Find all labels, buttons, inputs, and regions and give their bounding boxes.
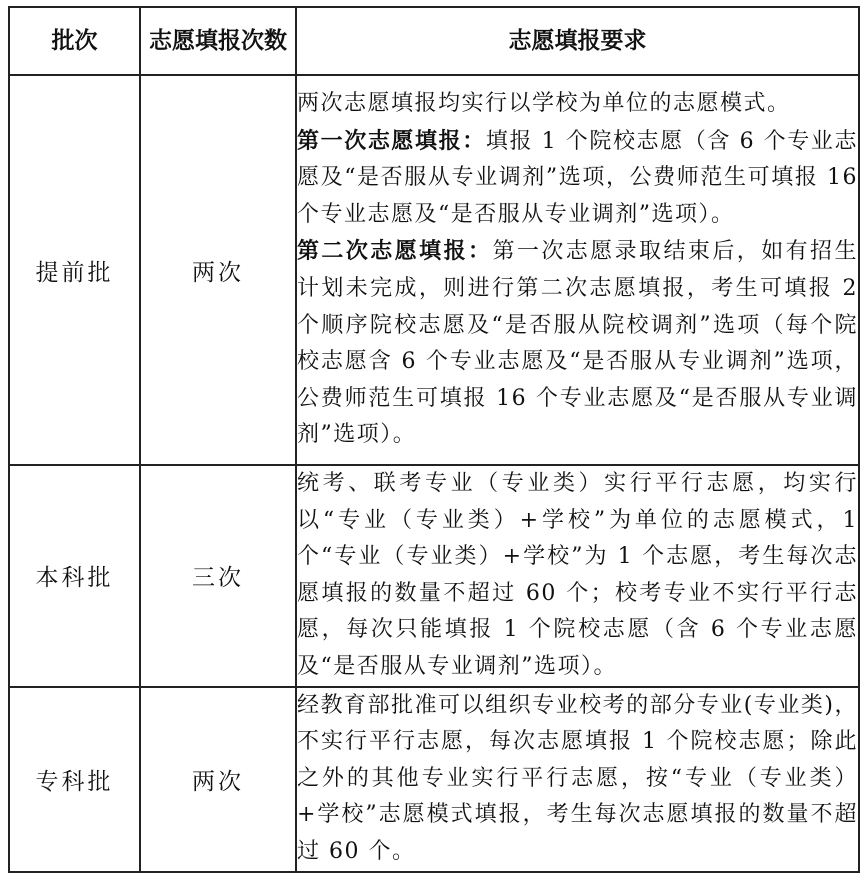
table-row xyxy=(9,75,859,465)
volunteer-filing-table xyxy=(8,6,860,873)
second-filing-label: 第二次志愿填报： xyxy=(297,238,493,265)
table-header-row xyxy=(9,7,859,75)
batch-cell: 提前批 xyxy=(9,75,140,465)
table-row xyxy=(9,687,859,872)
batch-cell: 专科批 xyxy=(9,687,140,872)
header-batch: 批次 xyxy=(9,7,140,75)
header-filing-times: 志愿填报次数 xyxy=(140,7,296,75)
second-filing-text: 第一次志愿录取结束后，如有招生计划未完成，则进行第二次志愿填报，考生可填报 2 个顺序院校志愿及“是否服从院校调剂”选项（每个院校志愿含 6 个专业志愿及“是否服从专业调剂”选项，公费师范生可填报 16 个专业志愿及“是否服从专业调剂”选项）。 xyxy=(297,239,858,448)
requirements-cell xyxy=(296,465,859,687)
first-filing-text: 填报 1 个院校志愿（含 6 个专业志愿及“是否服从专业调剂”选项，公费师范生可填报 16 个专业志愿及“是否服从专业调剂”选项）。 xyxy=(297,128,858,227)
requirements-text: 统考、联考专业（专业类）实行平行志愿，均实行以“专业（专业类）+学校”为单位的志愿模式，1 个“专业（专业类）+学校”为 1 个志愿，考生每次志愿填报的数量不超过 60 个；校考专业不实行平行志愿，每次只能填报 1 个院校志愿（含 6 个专业志愿及“是否服从专业调剂”选项）。 xyxy=(297,471,858,679)
batch-cell: 本科批 xyxy=(9,465,140,687)
requirements-text: 经教育部批准可以组织专业校考的部分专业(专业类)，不实行平行志愿，每次志愿填报 1 个院校志愿；除此之外的其他专业实行平行志愿，按“专业（专业类）+学校”志愿模式填报，考生每次志愿填报的数量不超过 60 个。 xyxy=(297,692,858,864)
filing-times-cell: 三次 xyxy=(140,465,296,687)
requirements-cell xyxy=(296,687,859,872)
requirements-cell xyxy=(296,75,859,465)
table-row xyxy=(9,465,859,687)
filing-times-cell: 两次 xyxy=(140,687,296,872)
requirements-intro: 两次志愿填报均实行以学校为单位的志愿模式。 xyxy=(297,91,791,117)
first-filing-paragraph xyxy=(297,123,858,234)
header-filing-requirements: 志愿填报要求 xyxy=(296,7,859,75)
first-filing-label: 第一次志愿填报： xyxy=(297,127,486,154)
second-filing-paragraph xyxy=(297,233,858,454)
filing-times-cell: 两次 xyxy=(140,75,296,465)
